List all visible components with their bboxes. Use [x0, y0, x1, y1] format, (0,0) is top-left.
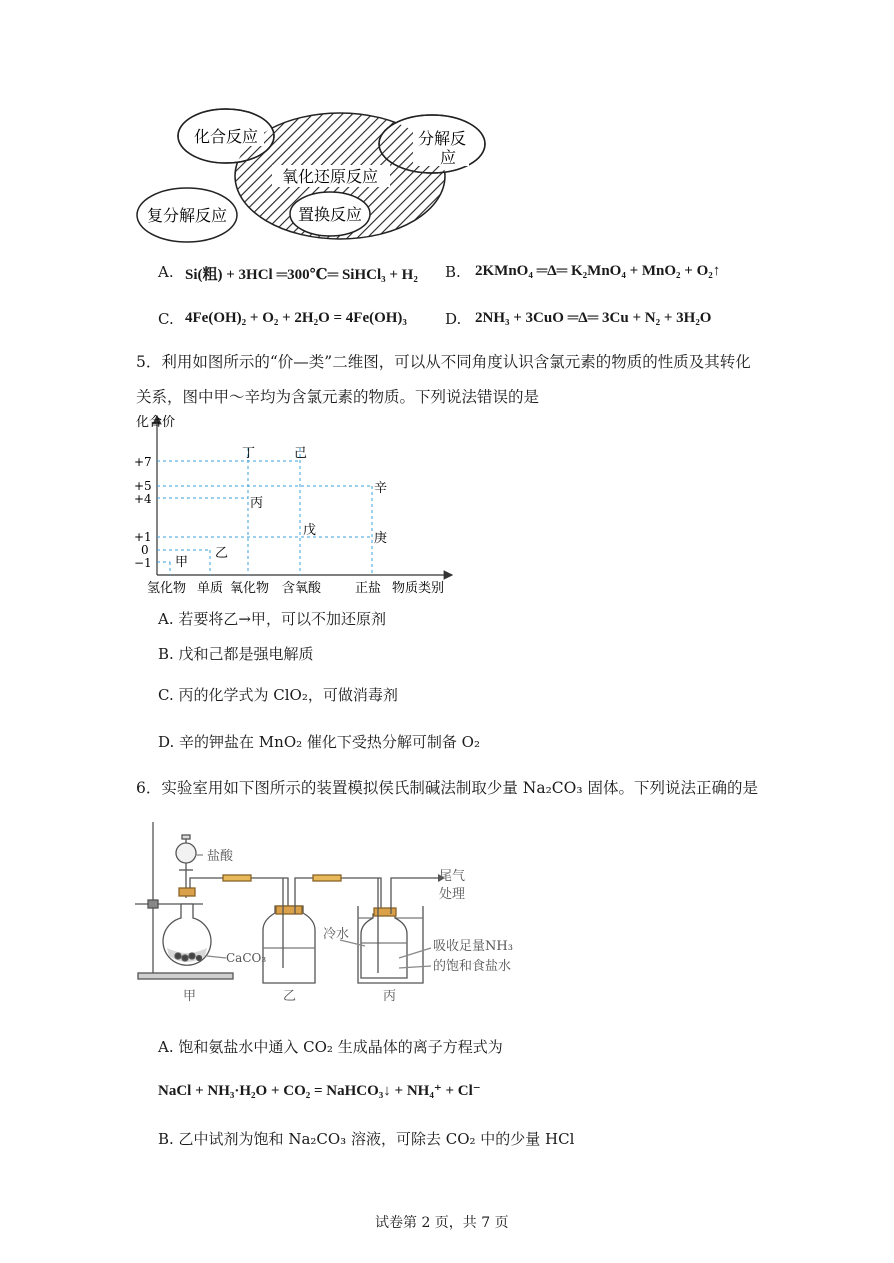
q4-option-c-letter: C. [158, 310, 174, 328]
page-footer: 试卷第 2 页，共 7 页 [375, 1215, 509, 1231]
q4-option-c-equation: 4Fe(OH)₂ + O₂ + 2H₂O = 4Fe(OH)₃ [185, 310, 407, 326]
q5-option-a: A. 若要将乙→甲，可以不加还原剂 [158, 610, 386, 628]
label-apparatus-bing: 丙 [383, 989, 397, 1004]
q6-option-a-equation: NaCl + NH₃·H₂O + CO₂ = NaHCO₃↓ + NH₄⁺ + Cl⁻ [158, 1083, 481, 1099]
q6-option-b: B. 乙中试剂为饱和 Na₂CO₃ 溶液，可除去 CO₂ 中的少量 HCl [158, 1130, 575, 1148]
point-xin: 辛 [374, 481, 388, 496]
q4-option-a-equation: Si(粗) + 3HCl ═300℃═ SiHCl₃ + H₂ [185, 267, 418, 283]
q6-option-a: A. 饱和氨盐水中通入 CO₂ 生成晶体的离子方程式为 [158, 1038, 503, 1056]
xtick-normal-salt: 正盐 [355, 581, 382, 596]
chart-xlabel: 物质类别 [392, 581, 445, 596]
q5-option-b: B. 戊和己都是强电解质 [158, 645, 314, 663]
xtick-element: 单质 [197, 581, 224, 596]
label-apparatus-yi: 乙 [283, 989, 297, 1004]
point-bing: 丙 [250, 496, 264, 511]
label-tail-gas-2: 处理 [439, 887, 466, 902]
reaction-type-venn-diagram [130, 108, 500, 243]
point-wu: 戊 [303, 523, 317, 538]
q4-option-b-equation: 2KMnO₄ ═Δ═ K₂MnO₄ + MnO₂ + O₂↑ [475, 263, 721, 279]
venn-label-displacement: 置换反应 [297, 205, 363, 224]
label-caco3: CaCO₃ [226, 951, 267, 965]
venn-label-double-decomposition: 复分解反应 [146, 206, 228, 225]
label-absorb-1: 吸收足量NH₃ [433, 939, 513, 954]
q4-option-a-letter: A. [158, 263, 174, 281]
ytick-plus5: +5 [134, 479, 152, 493]
ytick-plus7: +7 [134, 455, 152, 469]
venn-label-redox: 氧化还原反应 [281, 167, 379, 186]
point-geng: 庚 [374, 531, 388, 546]
xtick-oxide: 氧化物 [230, 581, 270, 596]
valence-class-chart [130, 410, 460, 600]
ytick-plus1: +1 [134, 530, 152, 544]
label-apparatus-jia: 甲 [183, 989, 197, 1004]
point-ding: 丁 [242, 446, 256, 461]
venn-label-decomposition-1: 分解反 [417, 129, 467, 148]
point-jia: 甲 [175, 555, 189, 570]
label-tail-gas-1: 尾气 [439, 869, 466, 884]
label-absorb-2: 的饱和食盐水 [433, 959, 512, 974]
hou-process-apparatus [133, 818, 553, 1008]
chart-ylabel: 化合价 [136, 415, 176, 430]
q5-option-d: D. 辛的钾盐在 MnO₂ 催化下受热分解可制备 O₂ [158, 733, 480, 751]
point-ji: 己 [294, 446, 308, 461]
q5-stem-line1: 5．利用如图所示的“价—类”二维图，可以从不同角度认识含氯元素的物质的性质及其转化 [136, 353, 751, 371]
ytick-plus4: +4 [134, 492, 152, 506]
label-cold-water: 冷水 [323, 927, 350, 942]
point-yi: 乙 [215, 546, 229, 561]
venn-label-decomposition-2: 应 [439, 148, 457, 167]
label-hydrochloric-acid: 盐酸 [207, 849, 234, 864]
q4-option-b-letter: B. [445, 263, 461, 281]
q5-option-c: C. 丙的化学式为 ClO₂，可做消毒剂 [158, 686, 398, 704]
ytick-zero: 0 [141, 543, 149, 557]
q4-option-d-letter: D. [445, 310, 462, 328]
xtick-hydride: 氢化物 [147, 581, 187, 596]
venn-label-combination: 化合反应 [193, 127, 259, 146]
q4-option-d-equation: 2NH₃ + 3CuO ═Δ═ 3Cu + N₂ + 3H₂O [475, 310, 712, 326]
q6-stem: 6．实验室用如下图所示的装置模拟侯氏制碱法制取少量 Na₂CO₃ 固体。下列说法正确的是 [136, 779, 759, 797]
q5-stem-line2: 关系，图中甲～辛均为含氯元素的物质。下列说法错误的是 [136, 388, 540, 406]
xtick-oxyacid: 含氧酸 [282, 581, 322, 596]
ytick-minus1: −1 [134, 556, 152, 570]
